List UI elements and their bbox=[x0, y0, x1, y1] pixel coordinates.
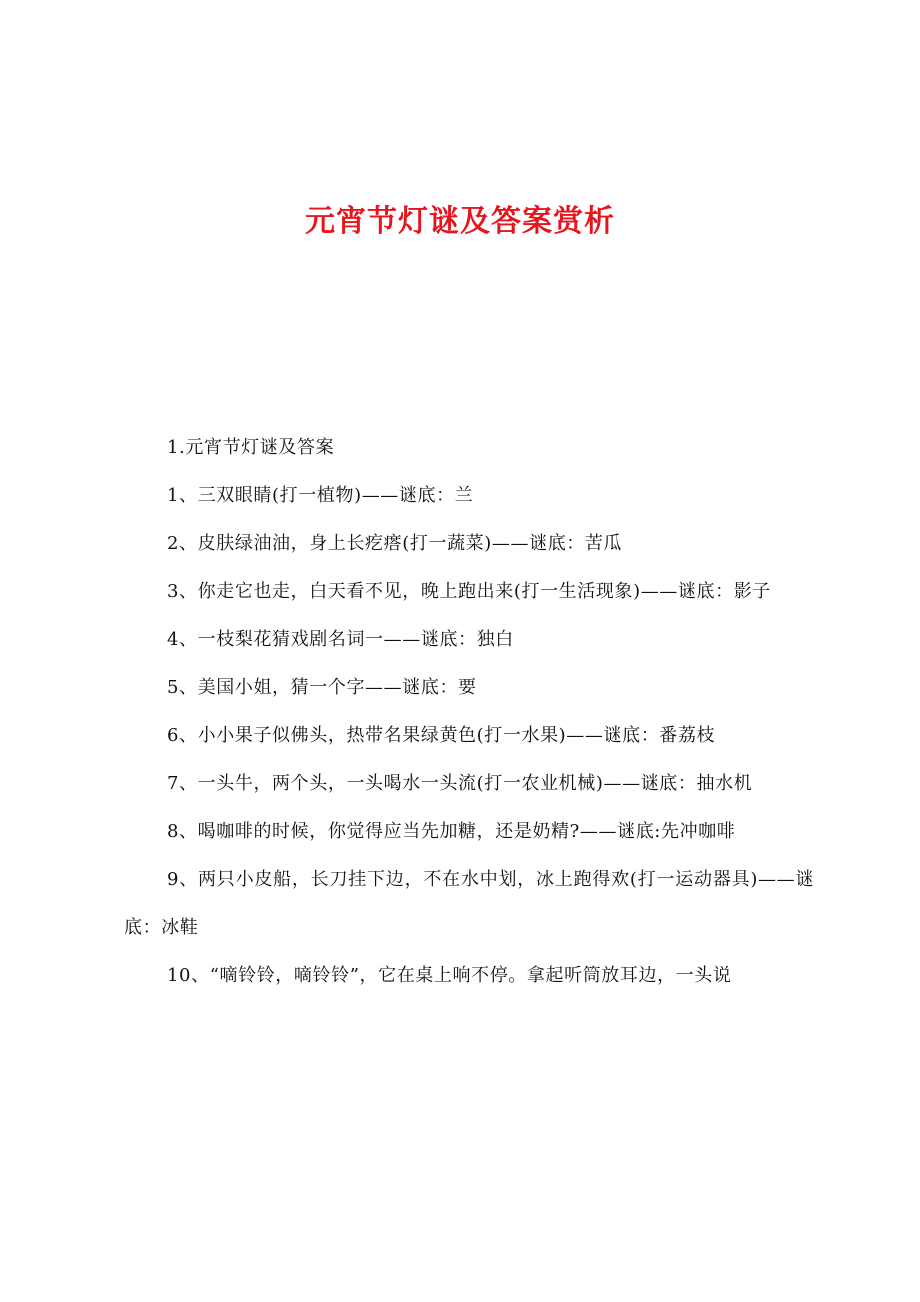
paragraph-heading: 1.元宵节灯谜及答案 bbox=[167, 437, 335, 458]
riddle-7: 7、一头牛，两个头，一头喝水一头流(打一农业机械)——谜底：抽水机 bbox=[167, 773, 753, 794]
riddle-2: 2、皮肤绿油油，身上长疙瘩(打一蔬菜)——谜底：苦瓜 bbox=[167, 533, 623, 554]
document-title: 元宵节灯谜及答案赏析 bbox=[305, 204, 615, 239]
riddle-1: 1、三双眼睛(打一植物)——谜底：兰 bbox=[167, 485, 474, 506]
document-body bbox=[124, 424, 814, 1000]
riddle-10: 10、“嘀铃铃，嘀铃铃”，它在桌上响不停。拿起听筒放耳边，一头说 bbox=[167, 965, 732, 986]
riddle-5: 5、美国小姐，猜一个字——谜底：要 bbox=[167, 677, 477, 698]
riddle-8: 8、喝咖啡的时候，你觉得应当先加糖，还是奶精?——谜底:先冲咖啡 bbox=[167, 821, 736, 842]
riddle-6: 6、小小果子似佛头，热带名果绿黄色(打一水果)——谜底：番荔枝 bbox=[167, 725, 716, 746]
riddle-4: 4、一枝梨花猜戏剧名词一——谜底：独白 bbox=[167, 629, 514, 650]
riddle-9: 9、两只小皮船，长刀挂下边，不在水中划，冰上跑得欢(打一运动器具)——谜底：冰鞋 bbox=[124, 869, 814, 938]
riddle-3: 3、你走它也走，白天看不见，晚上跑出来(打一生活现象)——谜底：影子 bbox=[167, 581, 771, 602]
